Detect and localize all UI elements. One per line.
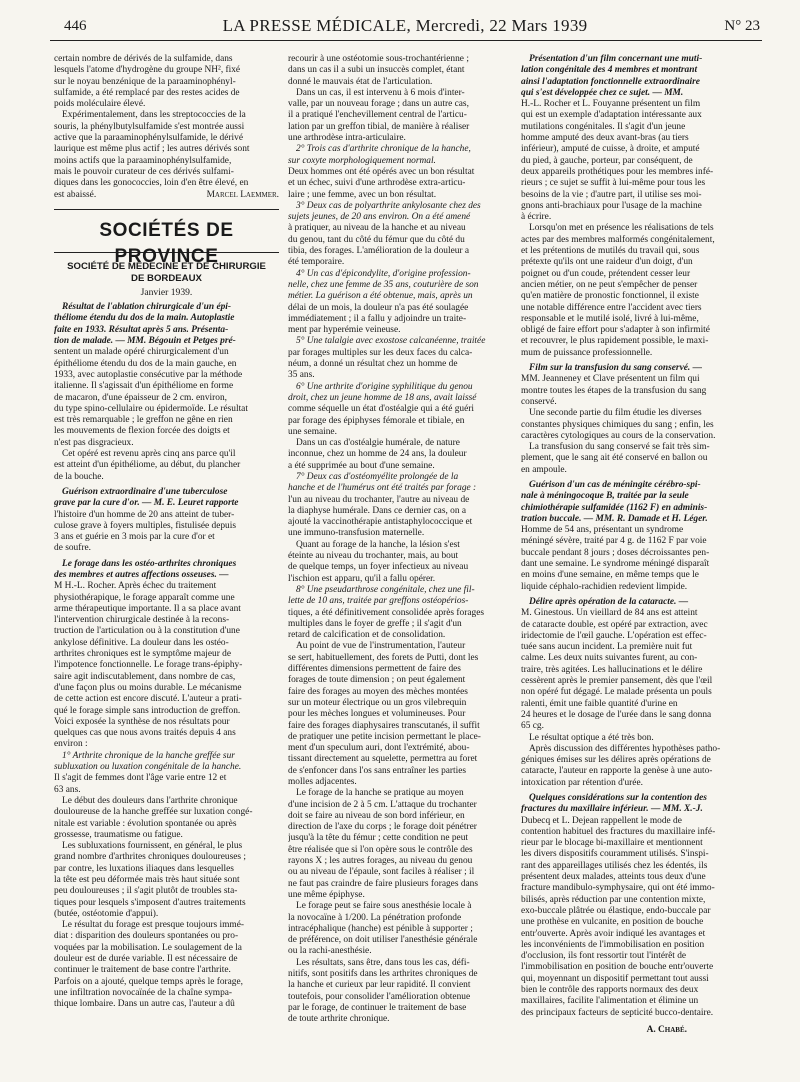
text-line: Après discussion des différentes hypothèses patho-	[529, 743, 721, 754]
text-line: bilisés, après réduction par une contention mixte,	[521, 894, 706, 905]
text-line: d'occlusion, ils font ressortir tout l'intérêt de	[521, 951, 687, 962]
text-line: métier. La guérison a été obtenue, mais, après un	[288, 291, 473, 302]
text-line: en moins d'une semaine, en même temps que le	[521, 570, 699, 581]
text-line: conservé.	[521, 396, 557, 407]
text-line: souris, la phénylbutylsulfamide s'est montrée aussi	[54, 121, 245, 132]
text-line: ajouté la vaccinothérapie antistaphylococcique et	[288, 517, 473, 528]
text-line: Voici exposée la synthèse de nos résultats pour	[54, 716, 230, 727]
text-line: une prothèse en vulcanite, en position de bouche	[521, 917, 704, 928]
text-line: faire des forages diaphysaires transcutanés, il suffit	[288, 720, 480, 731]
text-line: physiothérapique, le forage apparaît comme une	[54, 592, 235, 603]
osteotomy-paragraph	[288, 54, 512, 88]
experimental-paragraph	[54, 110, 279, 200]
text-line: épithéliome étendu du dos de la main gauche, en	[54, 358, 237, 369]
text-line: sulfamide, a été remplacé par des restes acides de	[54, 87, 240, 98]
maxillary-communication	[521, 793, 757, 1019]
text-line: rayons X ; les autres forages, au niveau du genou	[288, 856, 473, 867]
text-line: 65 cg.	[521, 721, 544, 732]
text-line: 35 ans.	[288, 370, 315, 381]
cataract-discussion	[521, 744, 757, 789]
text-line: laire ; une femme, avec un bon résultat.	[288, 189, 437, 200]
ostealgia-paragraph	[288, 438, 512, 472]
text-line: tissant directement au squelette, permettra au foret	[288, 754, 478, 765]
text-line: italienne. Il s'agissait d'un épithéliome en forme	[54, 381, 234, 392]
text-line: molles adjacentes.	[288, 777, 357, 787]
forage-onset-paragraph	[54, 796, 279, 841]
text-line: les mouvements de flexion forcée des doigts et	[54, 426, 230, 437]
text-line: arme thérapeutique importante. Il a sa place avant	[54, 603, 241, 614]
text-line: ment d'un speculum auri, dont l'extrémité, abou-	[288, 743, 470, 754]
text-line: tiques pour lesquels s'imposent d'autres traitements	[54, 897, 246, 908]
text-line: continuer le traitement de base contre l'arthrite.	[54, 965, 231, 976]
text-line: l'ischion est apparu, qu'il a fallu opérer.	[288, 573, 436, 584]
text-line: est abaissé.	[54, 189, 97, 200]
text-line: 1933, avec autoplastie consécutive par la méthode	[54, 369, 243, 380]
text-line: entr'ouverte. Après avoir indiqué les avantages et	[521, 928, 706, 939]
sulfamide-paragraph	[54, 54, 279, 110]
text-line: tiques, a été définitivement consolidée après forages	[288, 607, 485, 618]
text-line: lation par un greffon tibial, de manière à réaliser	[288, 121, 470, 132]
text-line: à écrire.	[521, 212, 552, 223]
text-line: une notable différence entre l'accident avec tiers	[521, 302, 702, 313]
text-line: théliome étendu du dos de la main. Autoplastie	[54, 313, 235, 324]
forage-case-8	[288, 585, 512, 641]
text-line: l'impotence fonctionnelle. Le forage trans-épiphy-	[54, 660, 243, 671]
text-line: fracture mandibulo-symphysaire, qui ont été immo-	[521, 883, 715, 894]
text-line: en ampoule.	[521, 464, 567, 475]
text-line: rant des appareillages utilisés chez les édentés, ils	[521, 860, 708, 871]
text-line: non opéré fut dégagé. Le malade présenta un pouls	[521, 687, 712, 698]
text-line: nitifs, sont positifs dans les arthrites chroniques de	[288, 969, 478, 980]
text-line: grand nombre d'arthrites chroniques douloureuses ;	[54, 852, 247, 863]
text-line: poids moléculaire élevé.	[54, 99, 146, 110]
text-line: ancien métier, on ne peut s'empêcher de penser	[521, 279, 698, 290]
text-line: deux appareils prothétiques pour les membres infé-	[521, 166, 714, 177]
text-line: sur le noyau benzénique de la paraaminophényl-	[54, 76, 236, 87]
text-line: la novocaïne à 1/200. La pénétration profonde	[288, 912, 462, 923]
text-line: Les subluxations fournissent, en général, le plus	[62, 841, 243, 852]
text-line: ou au niveau de l'épaule, sont faciles à réaliser ; il	[288, 867, 475, 878]
text-line: maxillaires, facilite l'alimentation et élimine un	[521, 996, 699, 1007]
text-line: cessèrent après le premier pansement, dès que l'œil	[521, 676, 713, 687]
text-line: (butée, ostéotomie d'appui).	[54, 908, 159, 919]
text-line: M H.-L. Rocher. Après échec du traitement	[54, 581, 217, 592]
text-line: 7° Deux cas d'ostéomyélite prolongée de la	[296, 471, 459, 482]
text-line: tibia, des forages. L'amélioration de la douleur a	[288, 246, 470, 257]
text-line: homme amputé des deux avant-bras (au tiers	[521, 133, 689, 144]
text-line: Homme de 54 ans, présentant un syndrome	[521, 525, 684, 536]
text-line: Le début des douleurs dans l'arthrite chronique	[62, 795, 238, 806]
author-signature: Marcel Laemmer.	[206, 189, 279, 200]
section-title: SOCIÉTÉS DE PROVINCE	[99, 219, 234, 267]
text-line: calme. Les deux nuits suivantes furent, au con-	[521, 653, 698, 664]
text-line: qui, moyennant un dispositif permettant tout aussi	[521, 973, 709, 984]
text-line: ainsi l'adaptation fonctionnelle extraordinaire	[521, 76, 700, 87]
anesthesia-paragraph	[288, 901, 512, 957]
text-line: multiples dans le foyer de greffe ; il s'agit d'un	[288, 618, 462, 629]
text-line: tion de malade. — MM. Bégouin et Petges pré-	[54, 336, 236, 347]
text-line: est atteint d'un épithéliome, au début, du plancher	[54, 460, 241, 471]
text-line: Présentation d'un film concernant une muti-	[529, 54, 703, 64]
text-line: grave par la cure d'or. — M. E. Leuret rapporte	[54, 498, 239, 509]
text-line: 3° Deux cas de polyarthrite ankylosante chez des	[296, 200, 481, 211]
hip-forage-paragraph	[288, 540, 512, 585]
text-line: lette de 10 ans, traitée par greffons ostéopérios-	[288, 596, 469, 607]
text-line: grossesse, traumatisme ou fatigue.	[54, 829, 183, 840]
text-line: lation congénitale des 4 membres et montrant	[521, 65, 698, 76]
text-line: d'une incision de 2 à 5 cm. L'attaque du trochanter	[288, 799, 477, 810]
text-line: ankylose définitive. La douleur dans les ostéo-	[54, 637, 229, 648]
text-line: du pied, à gauche, porteur, par conséquent, de	[521, 155, 693, 166]
text-line: une semaine.	[288, 426, 337, 437]
text-line: 1° Arthrite chronique de la hanche greffée sur	[62, 750, 235, 761]
text-line: arthrites chroniques est le symptôme majeur de	[54, 649, 232, 660]
film-second-part-paragraph	[521, 408, 757, 442]
text-line: jusqu'à la tête du fémur ; cette condition ne peut	[288, 833, 469, 844]
text-line: sur coxyte morphologiquement normal.	[288, 155, 436, 166]
text-line: Une seconde partie du film étudie les diverses	[529, 408, 702, 419]
text-line: diat : disparition des douleurs spontanées ou pro-	[54, 931, 239, 942]
text-line: immédiatement ; il a fallu y adjoindre un traite-	[288, 313, 467, 324]
forage-case-5	[288, 336, 512, 381]
text-line: et recouvrer, le plus rapidement possible, le maxi-	[521, 336, 709, 347]
text-line: poignet ou d'un coude, prétendent cesser leur	[521, 268, 691, 279]
text-line: contention habituel des fractures du maxillaire infé-	[521, 826, 716, 837]
text-line: n'est pas disgracieux.	[54, 437, 134, 448]
results-paragraph	[288, 958, 512, 1026]
text-line: subluxation ou luxation congénitale de la hanche.	[54, 762, 242, 773]
text-line: traire, très agitées. Les hallucinations et le délire	[521, 664, 703, 675]
issue-number: N° 23	[724, 18, 760, 34]
forage-result-paragraph	[54, 920, 279, 1010]
text-line: liquide céphalo-rachidien redevient limpide.	[521, 581, 688, 592]
text-line: et un échec, suivi d'une arthrodèse extra-articu-	[288, 178, 466, 189]
forage-case-7	[288, 472, 512, 540]
text-line: doit se faire au niveau de son bord inférieur, en	[288, 810, 465, 821]
text-line: 2° Trois cas d'arthrite chronique de la hanche,	[296, 144, 471, 155]
text-line: constantes physiques chimiques du sang ; enfin, les	[521, 419, 714, 430]
forage-subluxation-paragraph	[54, 841, 279, 920]
society-name-line-1: SOCIÉTÉ DE MÉDECINE ET DE CHIRURGIE	[67, 260, 266, 272]
text-line: bien le contrôle des rapports normaux des deux	[521, 985, 699, 996]
text-line: Le forage de la hanche se pratique au moyen	[296, 788, 464, 799]
text-line: dant une semaine. Le syndrome méningé disparaît	[521, 559, 710, 570]
text-line: Le forage peut se faire sous anesthésie locale à	[296, 901, 472, 912]
forage-case-1	[54, 751, 279, 796]
text-line: M. Ginestous. Un vieillard de 84 ans est atteint	[521, 608, 698, 619]
text-line: différentes dimensions permettent de faire des	[288, 664, 461, 675]
text-line: prétexte qu'ils ont une raideur d'un doigt, d'un	[521, 257, 693, 268]
text-line: 24 heures et le dosage de l'urée dans le sang donna	[521, 709, 712, 720]
text-line: intoxication par rétention d'urée.	[521, 777, 643, 788]
text-line: valle, par un nouveau forage ; dans un autre cas,	[288, 99, 469, 110]
text-line: une infiltration novocaïnée de la chaîne sympa-	[54, 987, 233, 998]
column-2	[288, 54, 512, 1026]
text-line: droit, chez un jeune homme de 18 ans, avait laissé	[288, 392, 477, 403]
text-line: active que la paraaminophénylsulfamide, le dérivé	[54, 133, 243, 144]
film-mutilation-communication	[521, 54, 757, 223]
text-line: Le résultat du forage est presque toujours immé-	[62, 920, 244, 931]
text-line: lesquels l'atome d'hydrogène du groupe NH², fixé	[54, 65, 241, 76]
text-line: Guérison extraordinaire d'une tuberculose	[62, 486, 228, 497]
text-line: 63 ans.	[54, 784, 81, 795]
text-line: 4° Un cas d'épicondylite, d'origine profession-	[296, 268, 471, 279]
text-line: douleur est de durée variable. Il est nécessaire de	[54, 954, 238, 965]
text-line: H.-L. Rocher et L. Fouyanne présentent un film	[521, 99, 701, 110]
text-line: faite en 1933. Résultat après 5 ans. Présenta-	[54, 324, 229, 335]
text-line: nale à méningocoque B, traitée par la seule	[521, 491, 689, 502]
text-line: Délire après opération de la cataracte. —	[529, 596, 689, 607]
text-line: Film sur la transfusion du sang conservé. —	[529, 363, 702, 374]
text-line: iridectomie de l'œil gauche. L'opération est effec-	[521, 630, 707, 641]
text-line: est très remarquable ; le greffon ne gêne en rien	[54, 415, 233, 426]
text-line: 3 ans et guérie en 3 mois par la cure d'or et	[54, 532, 215, 543]
cataract-result-line	[521, 733, 757, 744]
text-line: montre toutes les étapes de la transfusion du sang	[521, 385, 707, 396]
text-line: de préférence, on doit utiliser l'anesthésie générale	[288, 935, 478, 946]
text-line: intracéphalique (hanche) est pénible à supporter ;	[288, 923, 473, 934]
text-line: délai de un mois, la douleur n'a pas été soulagée	[288, 302, 469, 313]
epithelioma-followup	[54, 449, 279, 483]
text-line: et les prétentions de mutilés du travail qui, sous	[521, 246, 700, 257]
text-line: des principaux facteurs de septicité bucco-dentaire.	[521, 1007, 714, 1018]
journal-title: LA PRESSE MÉDICALE, Mercredi, 22 Mars 1939	[222, 16, 588, 35]
text-line: 6° Une arthrite d'origine syphilitique du genou	[296, 381, 473, 392]
text-line: les inconvénients de l'immobilisation en position	[521, 939, 705, 950]
text-line: inférieur), amputé de cuisse, à droite, et amputé	[521, 144, 700, 155]
header-rule	[50, 40, 762, 41]
text-line: de la bouche.	[54, 471, 104, 482]
text-line: Deux hommes ont été opérés avec un bon résultat	[288, 166, 475, 177]
text-line: retard de calcification et de consolidation.	[288, 630, 446, 641]
text-line: de pratiquer une petite incision permettant le place-	[288, 731, 481, 742]
text-line: faire des forages au moyen des mèches montées	[288, 686, 468, 697]
text-line: des membres et autres affections osseuses. —	[54, 569, 229, 580]
text-line: cataracte, l'auteur en rapporte la genèse à une auto-	[521, 766, 713, 777]
text-line: la diaphyse humérale. Dans ce dernier cas, on a	[288, 505, 467, 516]
session-date: Janvier 1939.	[140, 286, 193, 298]
text-line: thique lombaire. Dans un autre cas, l'auteur a dû	[54, 999, 235, 1010]
text-line: ou la rachi-anesthésie.	[288, 946, 372, 957]
text-line: de quelque temps, un foyer infectieux au niveau	[288, 562, 469, 573]
text-line: responsable et le mutilé isolé, livré à lui-même,	[521, 313, 699, 324]
text-line: d'une façon plus ou moins durable. Le mécanisme	[54, 682, 242, 693]
text-line: direction de l'axe du corps ; le forage doit pénétrer	[288, 822, 477, 833]
text-line: chimiothérapie sulfamidée (1162 F) en adminis-	[521, 502, 708, 513]
text-line: a été supprimée au bout d'une semaine.	[288, 460, 435, 471]
text-line: mais le pouvoir curateur de ces dérivés sulfami-	[54, 166, 234, 177]
text-line: obligé de faire effort pour s'adapter à son infirmité	[521, 325, 710, 336]
text-line: de cette action est encore discuté. L'auteur a prati-	[54, 694, 242, 705]
forage-case-3	[288, 201, 512, 269]
text-line: saire agit indiscutablement, dans nombre de cas,	[54, 671, 236, 682]
text-line: actes par des membres malformés congénitalement,	[521, 234, 715, 245]
text-line: laurique est même plus actif ; les autres dérivés sont	[54, 144, 250, 155]
column-1	[54, 54, 279, 1011]
text-line: Le forage dans les ostéo-arthrites chroniques	[62, 558, 237, 569]
text-line: une arthrodèse intra-articulaire.	[288, 133, 406, 144]
text-line: par forages multiples sur les deux faces du calca-	[288, 347, 473, 358]
text-line: l'histoire d'un homme de 20 ans atteint de tuber-	[54, 509, 235, 520]
text-line: Guérison d'un cas de méningite cérébro-spi-	[529, 479, 701, 490]
text-line: la hanche et curieux par leur rapidité. Il convient	[288, 980, 471, 991]
hip-technique-paragraph	[288, 788, 512, 901]
tuberculosis-communication	[54, 487, 279, 555]
text-line: géniques émises sur les délires après opérations de	[521, 755, 711, 766]
forage-case-2	[288, 144, 512, 200]
section-rule-top	[54, 209, 279, 210]
text-line: 5° Une talalgie avec exostose calcanéenne, traitée	[296, 336, 486, 347]
text-line: méningé sévère, traité par 4 g. de 1162 F par voie	[521, 536, 707, 547]
text-line: mutilations congénitales. Il s'agit d'un jeune	[521, 121, 686, 132]
forage-case-6	[288, 382, 512, 438]
text-line: l'un au niveau du trochanter, l'autre au niveau de	[288, 494, 470, 505]
text-line: certain nombre de dérivés de la sulfamide, dans	[54, 54, 233, 64]
text-line: MM. Jeanneney et Clave présentent un film qui	[521, 374, 700, 385]
text-line: les divers dispositifs couramment utilisés. S'inspi-	[521, 849, 709, 860]
text-line: la tête est peu déformée mais très haut située sont	[54, 875, 240, 885]
text-line: rieur par le blocage bi-maxillaire et mentionnent	[521, 838, 703, 849]
text-line: sujets jeunes, de 20 ans environ. On a été amené	[288, 212, 471, 223]
text-line: du type spino-cellulaire ou épidermoïde. Le résultat	[54, 403, 248, 414]
text-line: qué le forage simple sans introduction de greffon.	[54, 705, 241, 716]
text-line: Expérimentalement, dans les streptococcies de la	[62, 110, 246, 121]
text-line: l'immobilisation en position de bouche entr'ouverte	[521, 962, 714, 973]
text-line: fractures du maxillaire inférieur. — MM. X.-J.	[521, 804, 703, 815]
text-line: Il s'agit de femmes dont l'âge varie entre 12 et	[54, 773, 227, 784]
text-line: présentent deux malades, atteints tous deux d'une	[521, 872, 706, 883]
text-line: pour les mèches longues et volumineuses. Pour	[288, 709, 466, 720]
text-line: de soufre.	[54, 543, 91, 554]
column-3	[521, 54, 757, 1036]
text-line: environ :	[54, 739, 88, 750]
text-line: Dans un cas, il est intervenu à 6 mois d'inter-	[296, 87, 465, 98]
text-line: se sert, habituellement, des forets de Putti, dont les	[288, 652, 479, 663]
reintervention-paragraph	[288, 88, 512, 144]
text-line: quelques cas que nous avons traités depuis 4 ans	[54, 728, 236, 739]
text-line: ne faut pas craindre de faire plusieurs forages dans	[288, 878, 479, 889]
text-line: hanche et de l'humérus ont été traités par forage :	[288, 483, 477, 494]
text-line: par le forage, de continuer le traitement de base	[288, 1002, 467, 1013]
text-line: voquées par la mobilisation. Le soulagement de la	[54, 942, 242, 953]
text-line: Au point de vue de l'instrumentation, l'auteur	[296, 641, 466, 652]
text-line: une même épiphyse.	[288, 889, 365, 900]
film-transfusion-communication	[521, 363, 757, 408]
text-line: Parfois on a ajouté, quelque temps après le forage,	[54, 976, 243, 987]
text-line: été temporaire.	[288, 257, 345, 268]
text-line: buccale pendant 8 jours ; doses décroissantes pen-	[521, 547, 710, 558]
text-line: du genou, tant du côté du fémur que du côté du	[288, 234, 465, 245]
page-number: 446	[64, 18, 87, 34]
text-line: par contre, les luxations iliaques dans lesquelles	[54, 863, 234, 874]
text-line: Dubecq et L. Dejean rappellent le mode de	[521, 815, 682, 826]
text-line: culose grave à foyers multiples, fistulisée depuis	[54, 520, 236, 531]
text-line: de s'enfoncer dans l'os sans entraîner les parties	[288, 765, 467, 776]
text-line: par forage des épiphyses fémorale et tibiale, en	[288, 415, 465, 426]
text-line: ment par hyperémie veineuse.	[288, 325, 401, 336]
text-line: qui s'est développée chez ce sujet. — MM.	[521, 87, 684, 98]
text-line: diques dans les gonococcies, loin d'en être élevé, en	[54, 178, 249, 189]
text-line: éteinte au niveau du trochanter, mais, au bout	[288, 551, 459, 562]
text-line: Quant au forage de la hanche, la lésion s'est	[296, 539, 460, 550]
transfusion-paragraph	[521, 442, 757, 476]
text-line: de toute arthrite chronique.	[288, 1014, 390, 1025]
text-line: Quelques considérations sur la contention des	[529, 793, 707, 803]
society-name-line-2: DE BORDEAUX	[131, 272, 202, 284]
forage-communication	[54, 559, 279, 751]
text-line: tration buccale. — MM. R. Damade et H. Léger.	[521, 513, 708, 524]
cataract-communication	[521, 597, 757, 733]
text-line: donné le mauvais état de l'articulation.	[288, 76, 433, 87]
text-line: qui est un exemple d'adaptation intéressante aux	[521, 110, 702, 121]
text-line: nelle, chez une femme de 35 ans, couturière de son	[288, 279, 479, 290]
text-line: peu douloureuses ; il s'agit plutôt de troubles sta-	[54, 886, 238, 897]
text-line: truction de l'articulation ou à la constitution d'une	[54, 626, 240, 637]
text-line: gnons anti-brachiaux pour l'usage de la machine	[521, 200, 702, 211]
text-line: qu'en matière de pronostic fonctionnel, il existe	[521, 291, 699, 302]
text-line: La transfusion du sang conservé se fait très sim-	[529, 442, 710, 453]
text-line: une immuno-transfusion maternelle.	[288, 528, 425, 539]
page-header	[50, 16, 760, 40]
text-line: Lorsqu'on met en présence les réalisations de tels	[529, 223, 714, 234]
epithelioma-communication	[54, 302, 279, 449]
text-line: de macaron, d'une épaisseur de 2 cm. environ,	[54, 392, 227, 403]
text-line: sentent un malade opéré chirurgicalement d'un	[54, 347, 229, 358]
text-line: rieurs ; ce sujet se suffit à lui-même pour tous les	[521, 178, 706, 189]
text-line: il a pratiqué l'enchevillement central de l'articu-	[288, 110, 467, 121]
text-line: douloureuse de la hanche greffée sur luxation congé-	[54, 807, 253, 818]
text-line: sur un moteur électrique ou un gros vilebrequin	[288, 697, 467, 708]
text-line: forages de toute dimension ; on peut également	[288, 675, 466, 686]
text-line: Dans un cas d'ostéalgie humérale, de nature	[296, 438, 460, 449]
text-line: inconnue, chez un homme de 24 ans, la douleur	[288, 449, 467, 460]
text-line: dans un cas il a subi un insuccès complet, étant	[288, 65, 465, 76]
text-line: recourir à une ostéotomie sous-trochantérienne ;	[288, 54, 469, 64]
text-line: être réalisée que si l'on opère sous le contrôle des	[288, 844, 473, 855]
text-line: nitale est variable : évolution spontanée ou après	[54, 818, 237, 829]
text-line: ralenti, émit une faible quantité d'urine en	[521, 698, 678, 709]
film-discussion-paragraph	[521, 223, 757, 359]
text-line: exo-buccale plâtrée ou élastique, endo-buccale par	[521, 905, 711, 916]
text-line: néum, a donné un résultat chez un homme de	[288, 359, 458, 370]
text-line: comme séquelle un état d'ostéalgie qui a été guéri	[288, 404, 474, 415]
text-line: tuée sans aucun incident. La première nuit fut	[521, 642, 693, 653]
text-line: toutefois, pour consolider l'amélioration obtenue	[288, 991, 471, 1002]
text-line: l'intervention chirurgicale destinée à la recons-	[54, 615, 230, 626]
text-line: Les résultats, sans être, dans tous les cas, défi-	[296, 957, 470, 968]
text-line: à pratiquer, au niveau de la hanche et au niveau	[288, 223, 466, 234]
text-line: caractères cytologiques au cours de la conservation.	[521, 430, 716, 441]
text-line: mum de puissance professionnelle.	[521, 347, 653, 358]
text-line: plement, que le sang ait été conservé en ballon ou	[521, 453, 708, 464]
text-line: Le résultat optique a été très bon.	[529, 732, 654, 743]
text-line: moins actifs que la paraaminophénylsulfamide,	[54, 155, 232, 166]
text-line: besoins de la vie ; d'autre part, il utilise ses moi-	[521, 189, 702, 200]
meningitis-communication	[521, 480, 757, 593]
text-line: Cet opéré est revenu après cinq ans parce qu'il	[62, 449, 236, 460]
final-signature: A. Chabé.	[646, 1024, 687, 1035]
text-line: de cataracte double, est opéré par extraction, avec	[521, 619, 708, 630]
text-line: 8° Une pseudarthrose congénitale, chez une fil-	[296, 584, 475, 595]
text-line: Résultat de l'ablation chirurgicale d'un épi-	[62, 302, 232, 313]
instrumentation-paragraph	[288, 641, 512, 788]
forage-case-4	[288, 269, 512, 337]
